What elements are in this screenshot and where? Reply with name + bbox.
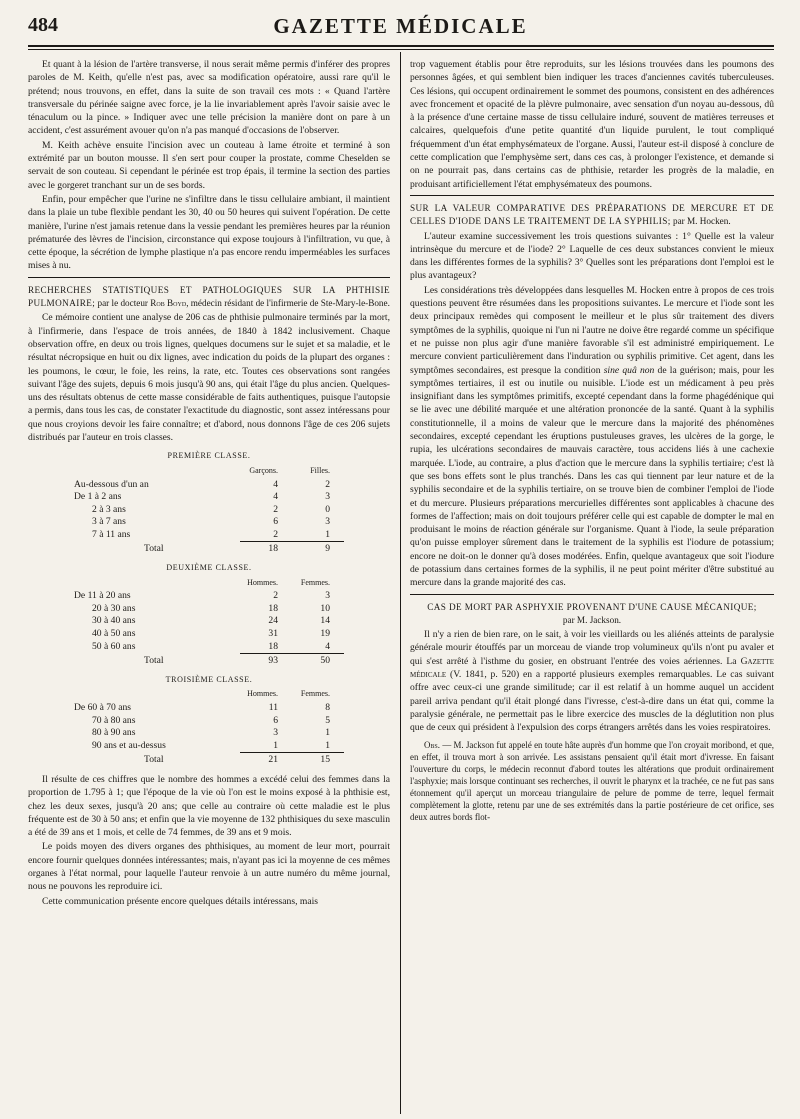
paragraph: Les considérations très développées dans lesquelles M. Hocken entre à propos de ces trois questions peuvent être résumées dans les propositions suivantes. Le mercure et l'iode sont les deux principaux remèdes qui composent le meilleur et le plus sûr traitement des divers symptômes de la syphilis, quoique ni l'un ni l'autre ne doive être regardé comme un spécifique et ne puisse non plus agir d'une manière favorable s'il est administré empiriquement. Le mercure convient particulièrement dans l'induration ou syphilis primitive. Cet agent, dans les symptômes secondaires, est presque la condition sine quâ non de la guérison; mais, pour les symptômes tertiaires, il est ou inutile ou nuisible. L'iode est un médicament à peu près insignifiant dans les symptômes primitifs, excepté cependant dans la forme phagédénique qui se lie avec une débilité marquée et une altération prononcée de la santé. Quant à la syphilis constitutionnelle, il a moins de valeur que le mercure dans la majorité des phénomènes secondaires, excepté cependant les éruptions pustuleuses graves, les ulcères de la gorge, le rupia, les ulcérations secondaires de mauvais caractère, tous accidens liés à une cachexie marquée. L'iode, au contraire, a plus d'action que le mercure dans la syphilis tertiaire; c'est là que ses bons effets sont le plus tranchés. Dans les cas qui tiennent par leur nature et de la syphilis secondaire et de la syphilis tertiaire, on se trouve bien de combiner l'emploi de l'iode et du mercure. Plusieurs préparations mercurielles différentes sont applicables à chacune des formes de l'affection; mais on doit toujours préférer celle qui est capable de dompter le mal en produisant le moins de réaction générale sur l'organisme. Quant à l'iode, la seule préparation qu'on puisse employer sûrement dans le traitement de la syphilis est l'iodure de potassium; encore ne doit-on le donner qu'à doses modérées. Enfin, quelque avantageux que soit l'iodure de potassium dans certaines formes de la syphilis, il ne peut point mériter d'être substitué au mercure dans la grande majorité des cas. <box>410 284 774 589</box>
paragraph: Ce mémoire contient une analyse de 206 cas de phthisie pulmonaire terminés par la mort, à l'infirmerie, dans l'espace de trois années, de 1840 à 1842 inclusivement. Chaque observation offre, en deux ou trois lignes, quelques documens sur le sujet et sa maladie, et le résultat nécropsique en huit ou dix lignes, avec indication du poids de la plupart des organes : les poumons, le cœur, le foie, les reins, la rate, etc. Toutes ces observations sont rangées suivant l'âge des sujets, depuis 6 mois jusqu'à 90 ans, qui était l'âge du plus ancien. Quelques-uns des résultats obtenus de cette masse considérable de faits authentiques, puisque l'autopsie a permis, dans tous les cas, de constater l'exactitude du diagnostic, sont assez intéressans pour que nous croyions devoir les faire connaître; et d'abord, nous donnons l'âge de ces 206 sujets distribués par l'auteur en trois classes. <box>28 312 390 444</box>
table-row: 80 à 90 ans 3 1 <box>92 727 330 739</box>
table-row: 3 à 7 ans 6 3 <box>92 516 330 528</box>
total-row: Total 18 9 <box>144 543 330 555</box>
paragraph: L'auteur examine successivement les trois questions suivantes : 1° Quelle est la valeur intrinsèque du mercure et de l'iode? 2° Laquelle de ces deux substances convient le mieux dans les différentes formes de la syphilis? 3° Quelles sont les préparations dont l'emploi est le plus avantageux? <box>410 230 774 282</box>
table-row: De 11 à 20 ans 2 3 <box>74 590 330 602</box>
section-title-asphyxie: CAS DE MORT PAR ASPHYXIE PROVENANT D'UNE CAUSE MÉCANIQUE; par M. Jackson. <box>427 601 757 625</box>
section-title-phthisie: RECHERCHES STATISTIQUES ET PATHOLOGIQUES SUR LA PHTHISIE PULMONAIRE; par le docteur Rob Boyd, médecin résidant de l'infirmerie de Ste-Mary-le-Bone. <box>28 284 390 309</box>
observation-paragraph: Obs. — M. Jackson fut appelé en toute hâte auprès d'un homme que l'on croyait moribond, et que, en effet, il trouva mort à son arrivée. Les assistans pensaient qu'il était mort d'ivresse. En faisant l'ouverture du corps, le médecin reconnut d'abord toutes les altérations que produit ordinairement l'asphyxie; mais lorsque continuant ses recherches, il ouvrit le pharynx et la trachée, ce ne fut pas sans étonnement qu'il aperçut un morceau triangulaire de pelure de pomme de terre, lequel fermait complètement la glotte, retenu par une de ses extrémités dans la partie postérieure de cet orifice, ses deux autres bords flot- <box>410 739 774 822</box>
table-row: 70 à 80 ans 6 5 <box>92 714 330 726</box>
class-title: DEUXIÈME CLASSE. <box>166 563 252 573</box>
total-row: Total 93 50 <box>144 654 330 667</box>
column-divider <box>400 52 401 1114</box>
paragraph: Et quant à la lésion de l'artère transverse, il nous serait même permis d'inférer des propres paroles de M. Keith, qu'elle n'est pas, avec sa modification opératoire, aussi rare qu'il le prétend; nous trouvons, en effet, dans la suite de son travail ces mots : « Quand l'artère transversale du périnée saigne avec force, je la lie invariablement après l'avoir saisie avec le ténaculum ou la pince. » Indiquer avec une telle précision la manière dont on pare à un accident, c'est assurément avouer qu'on n'a pas manqué d'occasions de l'observer. <box>28 59 390 137</box>
table-row: Au-dessous d'un an 4 2 <box>74 478 330 490</box>
page-header <box>28 10 773 42</box>
journal-title: GAZETTE MÉDICALE <box>273 14 528 38</box>
table-row: 2 à 3 ans 2 0 <box>92 503 330 515</box>
section-title-syphilis: SUR LA VALEUR COMPARATIVE DES PRÉPARATIONS DE MERCURE ET DE CELLES D'IODE DANS LE TRAITEMENT DE LA SYPHILIS; par M. Hocken. <box>410 202 774 227</box>
header-rule <box>28 45 774 47</box>
section-separator <box>410 195 774 196</box>
age-statistics-table: PREMIÈRE CLASSE. Garçons. Filles. Au-dessous d'un an 4 2 De 1 à 2 ans 4 3 2 à 3 ans 2 0 3 à 7 ans 6 3 7 à 11 ans 2 1 Total 18 9 DEUXIÈME CLASSE. Hommes. Femmes. De 11 à 20 ans 2 3 20 à 30 ans 18 10 30 à 40 ans 24 14 40 à 50 ans 31 19 50 à 60 ans 18 4 Total 93 50 TROISIÈME CLASSE. Hommes. Femmes. De 60 à 70 ans 11 8 70 à 80 ans 6 5 80 à 90 ans 3 1 90 ans et au-dessus 1 1 Total 21 15 <box>74 444 344 767</box>
total-row: Total 21 15 <box>144 754 330 766</box>
left-column <box>28 58 390 1098</box>
table-row: 90 ans et au-dessus 1 1 <box>74 740 344 753</box>
section-separator <box>410 594 774 595</box>
paragraph: Le poids moyen des divers organes des phthisiques, au moment de leur mort, pourrait encore fournir quelques données intéressantes; mais, n'ayant pas ici la moyenne de ces mêmes organes à l'état normal, pour laquelle l'auteur renvoie à un autre numéro du même journal, nous ne pouvons les reproduire ici. <box>28 841 390 893</box>
right-column <box>410 58 774 1103</box>
table-row: 30 à 40 ans 24 14 <box>92 615 330 627</box>
paragraph: trop vaguement établis pour être reproduits, sur les lésions trouvées dans les poumons des personnes âgées, et qui semblent bien indiquer les traces d'anciennes cavités tuberculeuses. Ces lésions, qui occupent ordinairement le sommet des poumons, consistent en des adhérences avec froncement et opacité de la plèvre pulmonaire, avec sensation d'un noyau au-dessous, dû à la présence d'une certaine masse de tissu cellulaire induré, souvent de matières terreuses et calcaires, quelquefois d'une petite quantité d'un liquide purulent, le tout compliqué fréquemment d'un état emphysémateux de l'organe. Aussi, l'auteur est-il disposé à conclure de cette complication que l'emphysème sert, dans ces cas, à prolonger l'existence, et demande si on ne pourrait pas, dans certains cas de phthisie, retarder les progrès de la maladie, en produisant artificiellement l'état emphysémateux des poumons. <box>410 59 774 190</box>
paragraph: Il n'y a rien de bien rare, on le sait, à voir les vieillards ou les aliénés atteints de paralysie générale mourir étouffés par un morceau de viande trop volumineux qu'ils n'ont pu avaler et qui s'est arrêté à l'isthme du gosier, en obstruant l'entrée des voies aériennes. La Gazette médicale (V. 1841, p. 520) en a rapporté plusieurs exemples remarquables. Le cas suivant offre avec ceux-ci une grande similitude; car il est relatif à un homme auquel un accident pareil arriva pendant qu'il était plongé dans l'ivresse, c'est-à-dire dans un état qui, comme la paralysie générale, ne permettait pas le libre exercice des muscles de la déglutition non plus que de ceux qui président à l'expulsion des corps étrangers arrêtés dans les voies respiratoires. <box>410 629 774 734</box>
table-row: De 60 à 70 ans 11 8 <box>74 702 330 713</box>
table-row: 40 à 50 ans 31 19 <box>92 628 330 640</box>
header-rule-thin <box>28 49 774 50</box>
table-row: 7 à 11 ans 2 1 <box>74 529 344 542</box>
table-row: 50 à 60 ans 18 4 <box>74 641 344 654</box>
class-title: PREMIÈRE CLASSE. <box>167 451 251 461</box>
page-number: 484 <box>28 14 58 36</box>
class-title: TROISIÈME CLASSE. <box>165 674 253 684</box>
paragraph: Il résulte de ces chiffres que le nombre des hommes a excédé celui des femmes dans la proportion de 1.795 à 1; que l'époque de la vie où l'on est le moins exposé à la phthisie est, chez les deux sexes, jusqu'à 20 ans; que celle au contraire où cette maladie est le plus fréquente est de 30 à 50 ans; et enfin que la vie moyenne de 132 phthisiques du sexe masculin a été de 39 ans et 1 mois, et celle de 74 femmes, de 39 ans et 9 mois. <box>28 773 390 839</box>
table-row: De 1 à 2 ans 4 3 <box>74 491 330 503</box>
table-row: 20 à 30 ans 18 10 <box>92 602 330 614</box>
paragraph: Cette communication présente encore quelques détails intéressans, mais <box>42 895 318 907</box>
paragraph: Enfin, pour empêcher que l'urine ne s'infiltre dans le tissu cellulaire ambiant, il maintient dans la plaie un tube flexible pendant les 30, 40 ou 50 heures qui suivent l'opération. De cette manière, l'urine n'est jamais retenue dans la vessie pendant les premières heures par la réunion prématurée des lèvres de l'incision, circonstance qui expose toujours à l'infiltration, vu que, à cette époque, la sécrétion de lymphe plastique n'a pas encore rendu imperméables les surfaces mises à nu. <box>28 193 390 272</box>
section-separator <box>28 277 390 278</box>
paragraph: M. Keith achève ensuite l'incision avec un couteau à lame étroite et terminé à son extrémité par un bouton mousse. Il s'en sert pour couper la prostate, comme Cheselden se servait de son couteau. Si cependant le périnée est trop épais, il termine la section des parties avec le gorgeret tranchant sur un de ses bords. <box>28 139 390 191</box>
